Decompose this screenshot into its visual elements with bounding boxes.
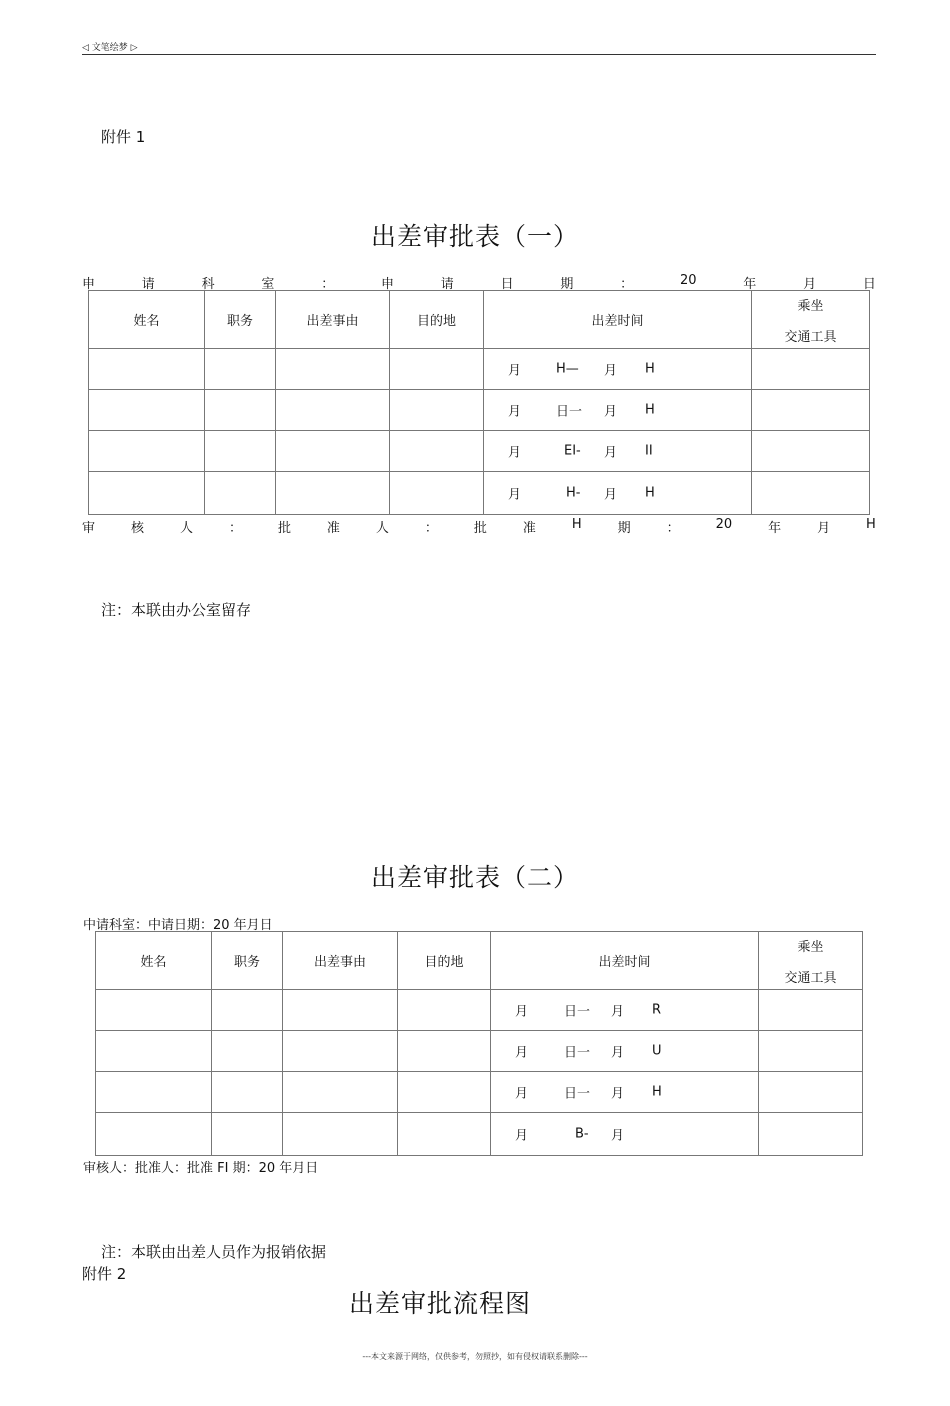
travel-time-cell	[491, 1113, 759, 1156]
form1-top-line-char: 月	[803, 277, 817, 292]
blank-cell	[212, 1113, 283, 1156]
blank-cell	[205, 472, 276, 515]
blank-cell	[283, 1072, 398, 1113]
time-fragment: 月	[508, 445, 522, 461]
form1-bottom-line-char: 批	[473, 521, 487, 536]
form1-top-line-char: 20	[679, 273, 697, 288]
time-fragment: 月	[515, 1045, 529, 1061]
time-fragment: II	[645, 443, 653, 459]
blank-cell	[752, 390, 870, 431]
time-fragment: 月	[515, 1004, 529, 1020]
travel-time-cell	[491, 990, 759, 1031]
form2-transport-line2: 交通工具	[784, 970, 837, 986]
form1-top-line-char: 日	[500, 277, 514, 292]
form1-bottom-line-char: 核	[130, 521, 144, 536]
blank-cell	[283, 1113, 398, 1156]
blank-cell	[276, 390, 390, 431]
time-fragment: 月	[508, 404, 522, 420]
time-fragment: B-	[575, 1126, 589, 1142]
form1-top-line-char: 请	[440, 277, 454, 292]
blank-cell	[398, 990, 491, 1031]
blank-cell	[96, 1072, 212, 1113]
blank-cell	[212, 1072, 283, 1113]
form2-title: 出差审批表（二）	[370, 863, 579, 892]
blank-cell	[276, 431, 390, 472]
blank-cell	[89, 472, 205, 515]
blank-cell	[205, 390, 276, 431]
form1-bottom-line-char: 20	[715, 517, 733, 532]
time-fragment: 月	[611, 1128, 625, 1144]
time-fragment: 月	[515, 1086, 529, 1102]
form2-col-position: 职务	[212, 932, 283, 990]
time-fragment: 月	[515, 1128, 529, 1144]
travel-time-cell	[484, 431, 752, 472]
travel-time-cell	[484, 390, 752, 431]
form1-top-line-char: 申	[82, 277, 96, 292]
attachment-2-label: 附件 2	[82, 1265, 127, 1283]
form1-col-time: 出差时间	[484, 291, 752, 349]
table-row	[89, 431, 870, 472]
form2-col-transport	[759, 932, 863, 990]
blank-cell	[283, 1031, 398, 1072]
form1-note: 注：本联由办公室留存	[101, 601, 252, 619]
time-fragment: 月	[508, 487, 522, 503]
page-footer: ---本文来源于网络，仅供参考，勿照抄，如有侵权请联系删除---	[362, 1352, 588, 1361]
blank-cell	[96, 990, 212, 1031]
blank-cell	[390, 390, 484, 431]
time-fragment: 日一	[564, 1045, 591, 1061]
form1-bottom-line-char: ：	[424, 521, 438, 536]
blank-cell	[398, 1072, 491, 1113]
form1-top-line-char: 期	[560, 277, 574, 292]
time-fragment: 月	[508, 363, 522, 379]
time-fragment: H	[645, 485, 655, 501]
form1-bottom-line-char: 审	[82, 521, 96, 536]
form1-title: 出差审批表（一）	[370, 222, 579, 251]
form1-top-line-char: 申	[380, 277, 394, 292]
table-row	[96, 1072, 863, 1113]
form1-bottom-line-char: 准	[326, 521, 340, 536]
blank-cell	[398, 1113, 491, 1156]
form2-col-reason: 出差事由	[283, 932, 398, 990]
form1-bottom-line-char: 准	[522, 521, 536, 536]
blank-cell	[390, 349, 484, 390]
blank-cell	[212, 1031, 283, 1072]
blank-cell	[390, 431, 484, 472]
blank-cell	[89, 431, 205, 472]
time-fragment: 月	[611, 1086, 625, 1102]
form1-transport-line2: 交通工具	[784, 329, 837, 345]
form1-top-line-char: 日	[862, 277, 876, 292]
attachment-1-label: 附件 1	[101, 128, 146, 146]
travel-time-cell	[491, 1031, 759, 1072]
time-fragment: 月	[611, 1004, 625, 1020]
time-fragment: U	[652, 1043, 662, 1059]
time-fragment: 月	[604, 363, 618, 379]
blank-cell	[96, 1113, 212, 1156]
blank-cell	[283, 990, 398, 1031]
table-row	[96, 1113, 863, 1156]
travel-time-cell	[484, 349, 752, 390]
time-fragment: 月	[604, 404, 618, 420]
form1-transport-line1: 乘坐	[797, 298, 824, 314]
form1-bottom-line	[82, 517, 876, 536]
table-row	[96, 1031, 863, 1072]
form2-bottom-line: 审核人：批准人：批准 FI 期：20 年月日	[83, 1161, 319, 1176]
form1-bottom-line-char: 月	[817, 521, 831, 536]
time-fragment: 日一	[564, 1086, 591, 1102]
form1-bottom-line-char: ：	[666, 521, 680, 536]
time-fragment: 月	[604, 487, 618, 503]
form2-col-name: 姓名	[96, 932, 212, 990]
blank-cell	[759, 1031, 863, 1072]
blank-cell	[752, 349, 870, 390]
form1-col-reason: 出差事由	[276, 291, 390, 349]
blank-cell	[759, 990, 863, 1031]
blank-cell	[759, 1113, 863, 1156]
blank-cell	[752, 431, 870, 472]
form1-bottom-line-char: 人	[179, 521, 193, 536]
form1-bottom-line-char: 期	[617, 521, 631, 536]
form1-top-line-char: ：	[321, 277, 335, 292]
time-fragment: H-	[566, 485, 581, 501]
form1-top-line-char: 室	[261, 277, 275, 292]
blank-cell	[212, 990, 283, 1031]
form1-bottom-line-char: ：	[228, 521, 242, 536]
form1-col-position: 职务	[205, 291, 276, 349]
form1-top-line-char: 科	[201, 277, 215, 292]
time-fragment: R	[652, 1002, 662, 1018]
form1-top-line-char: 请	[141, 277, 155, 292]
form1-bottom-line-char: H	[571, 517, 582, 532]
form2-note: 注：本联由出差人员作为报销依据	[101, 1243, 327, 1261]
form1-col-name: 姓名	[89, 291, 205, 349]
time-fragment: H	[645, 402, 655, 418]
form1-bottom-line-char: H	[866, 517, 876, 532]
form1-bottom-line-char: 年	[768, 521, 782, 536]
blank-cell	[205, 431, 276, 472]
table-row	[89, 349, 870, 390]
form1-top-line-char: 年	[743, 277, 757, 292]
time-fragment: 月	[604, 445, 618, 461]
time-fragment: 日一	[556, 404, 583, 420]
form2-col-destination: 目的地	[398, 932, 491, 990]
time-fragment: H	[652, 1084, 662, 1100]
form1-table	[88, 290, 870, 515]
form1-bottom-line-char: 人	[375, 521, 389, 536]
form2-top-line: 中请科室：中请日期：20 年月日	[83, 918, 273, 933]
blank-cell	[398, 1031, 491, 1072]
form1-col-transport	[752, 291, 870, 349]
time-fragment: 月	[611, 1045, 625, 1061]
time-fragment: H—	[556, 361, 579, 377]
blank-cell	[96, 1031, 212, 1072]
time-fragment: EI-	[564, 443, 581, 459]
form2-transport-line1: 乘坐	[797, 939, 824, 955]
blank-cell	[759, 1072, 863, 1113]
form1-col-destination: 目的地	[390, 291, 484, 349]
table-row	[96, 990, 863, 1031]
blank-cell	[205, 349, 276, 390]
travel-time-cell	[491, 1072, 759, 1113]
blank-cell	[276, 472, 390, 515]
table-row	[89, 390, 870, 431]
header-rule	[82, 54, 876, 55]
form2-col-time: 出差时间	[491, 932, 759, 990]
table-row	[89, 472, 870, 515]
time-fragment: H	[645, 361, 655, 377]
flow-chart-title: 出差审批流程图	[348, 1289, 531, 1318]
blank-cell	[752, 472, 870, 515]
form2-table	[95, 931, 863, 1156]
time-fragment: 日一	[564, 1004, 591, 1020]
blank-cell	[89, 349, 205, 390]
form1-bottom-line-char: 批	[277, 521, 291, 536]
blank-cell	[89, 390, 205, 431]
travel-time-cell	[484, 472, 752, 515]
blank-cell	[276, 349, 390, 390]
blank-cell	[390, 472, 484, 515]
form1-top-line-char: ：	[620, 277, 634, 292]
page-header-text: ◁ 文笔绘梦 ▷	[82, 43, 138, 53]
